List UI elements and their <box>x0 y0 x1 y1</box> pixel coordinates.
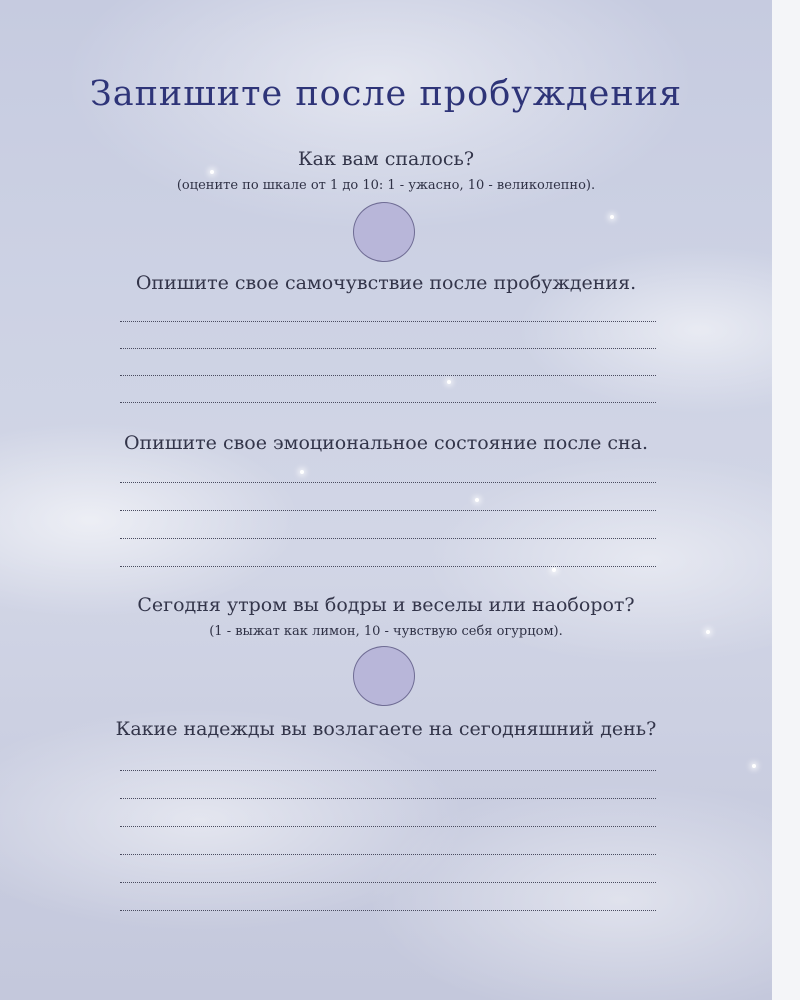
hopes-answer-line[interactable] <box>120 826 656 827</box>
hopes-answer-line[interactable] <box>120 854 656 855</box>
emotional-answer-line[interactable] <box>120 538 656 539</box>
sparkle-decoration <box>552 568 556 572</box>
sparkle-decoration <box>752 764 756 768</box>
question-day-hopes: Какие надежды вы возлагаете на сегодняшний день? <box>115 718 657 740</box>
sparkle-decoration <box>475 498 479 502</box>
question-emotional-state: Опишите свое эмоциональное состояние после сна. <box>123 432 649 454</box>
wellbeing-answer-line[interactable] <box>120 348 656 349</box>
question-morning-energy: Сегодня утром вы бодры и веселы или наоборот? <box>137 594 635 616</box>
emotional-answer-line[interactable] <box>120 482 656 483</box>
sleep-rating-circle[interactable] <box>353 202 415 262</box>
sparkle-decoration <box>210 170 214 174</box>
hopes-answer-line[interactable] <box>120 882 656 883</box>
emotional-answer-line[interactable] <box>120 566 656 567</box>
sparkle-decoration <box>610 215 614 219</box>
sparkle-decoration <box>300 470 304 474</box>
sparkle-decoration <box>447 380 451 384</box>
question-wellbeing: Опишите свое самочувствие после пробуждения. <box>135 272 637 294</box>
wellbeing-answer-line[interactable] <box>120 402 656 403</box>
wellbeing-answer-line[interactable] <box>120 375 656 376</box>
hint-sleep-scale: (оцените по шкале от 1 до 10: 1 - ужасно, 10 - великолепно). <box>176 178 596 193</box>
wellbeing-answer-line[interactable] <box>120 321 656 322</box>
energy-rating-circle[interactable] <box>353 646 415 706</box>
emotional-answer-line[interactable] <box>120 510 656 511</box>
hopes-answer-line[interactable] <box>120 910 656 911</box>
hint-energy-scale: (1 - выжат как лимон, 10 - чувствую себя огурцом). <box>209 624 563 639</box>
hopes-answer-line[interactable] <box>120 770 656 771</box>
question-sleep-quality: Как вам спалось? <box>297 148 475 170</box>
hopes-answer-line[interactable] <box>120 798 656 799</box>
page-title: Запишите после пробуждения <box>89 74 683 114</box>
page-margin <box>772 0 800 1000</box>
